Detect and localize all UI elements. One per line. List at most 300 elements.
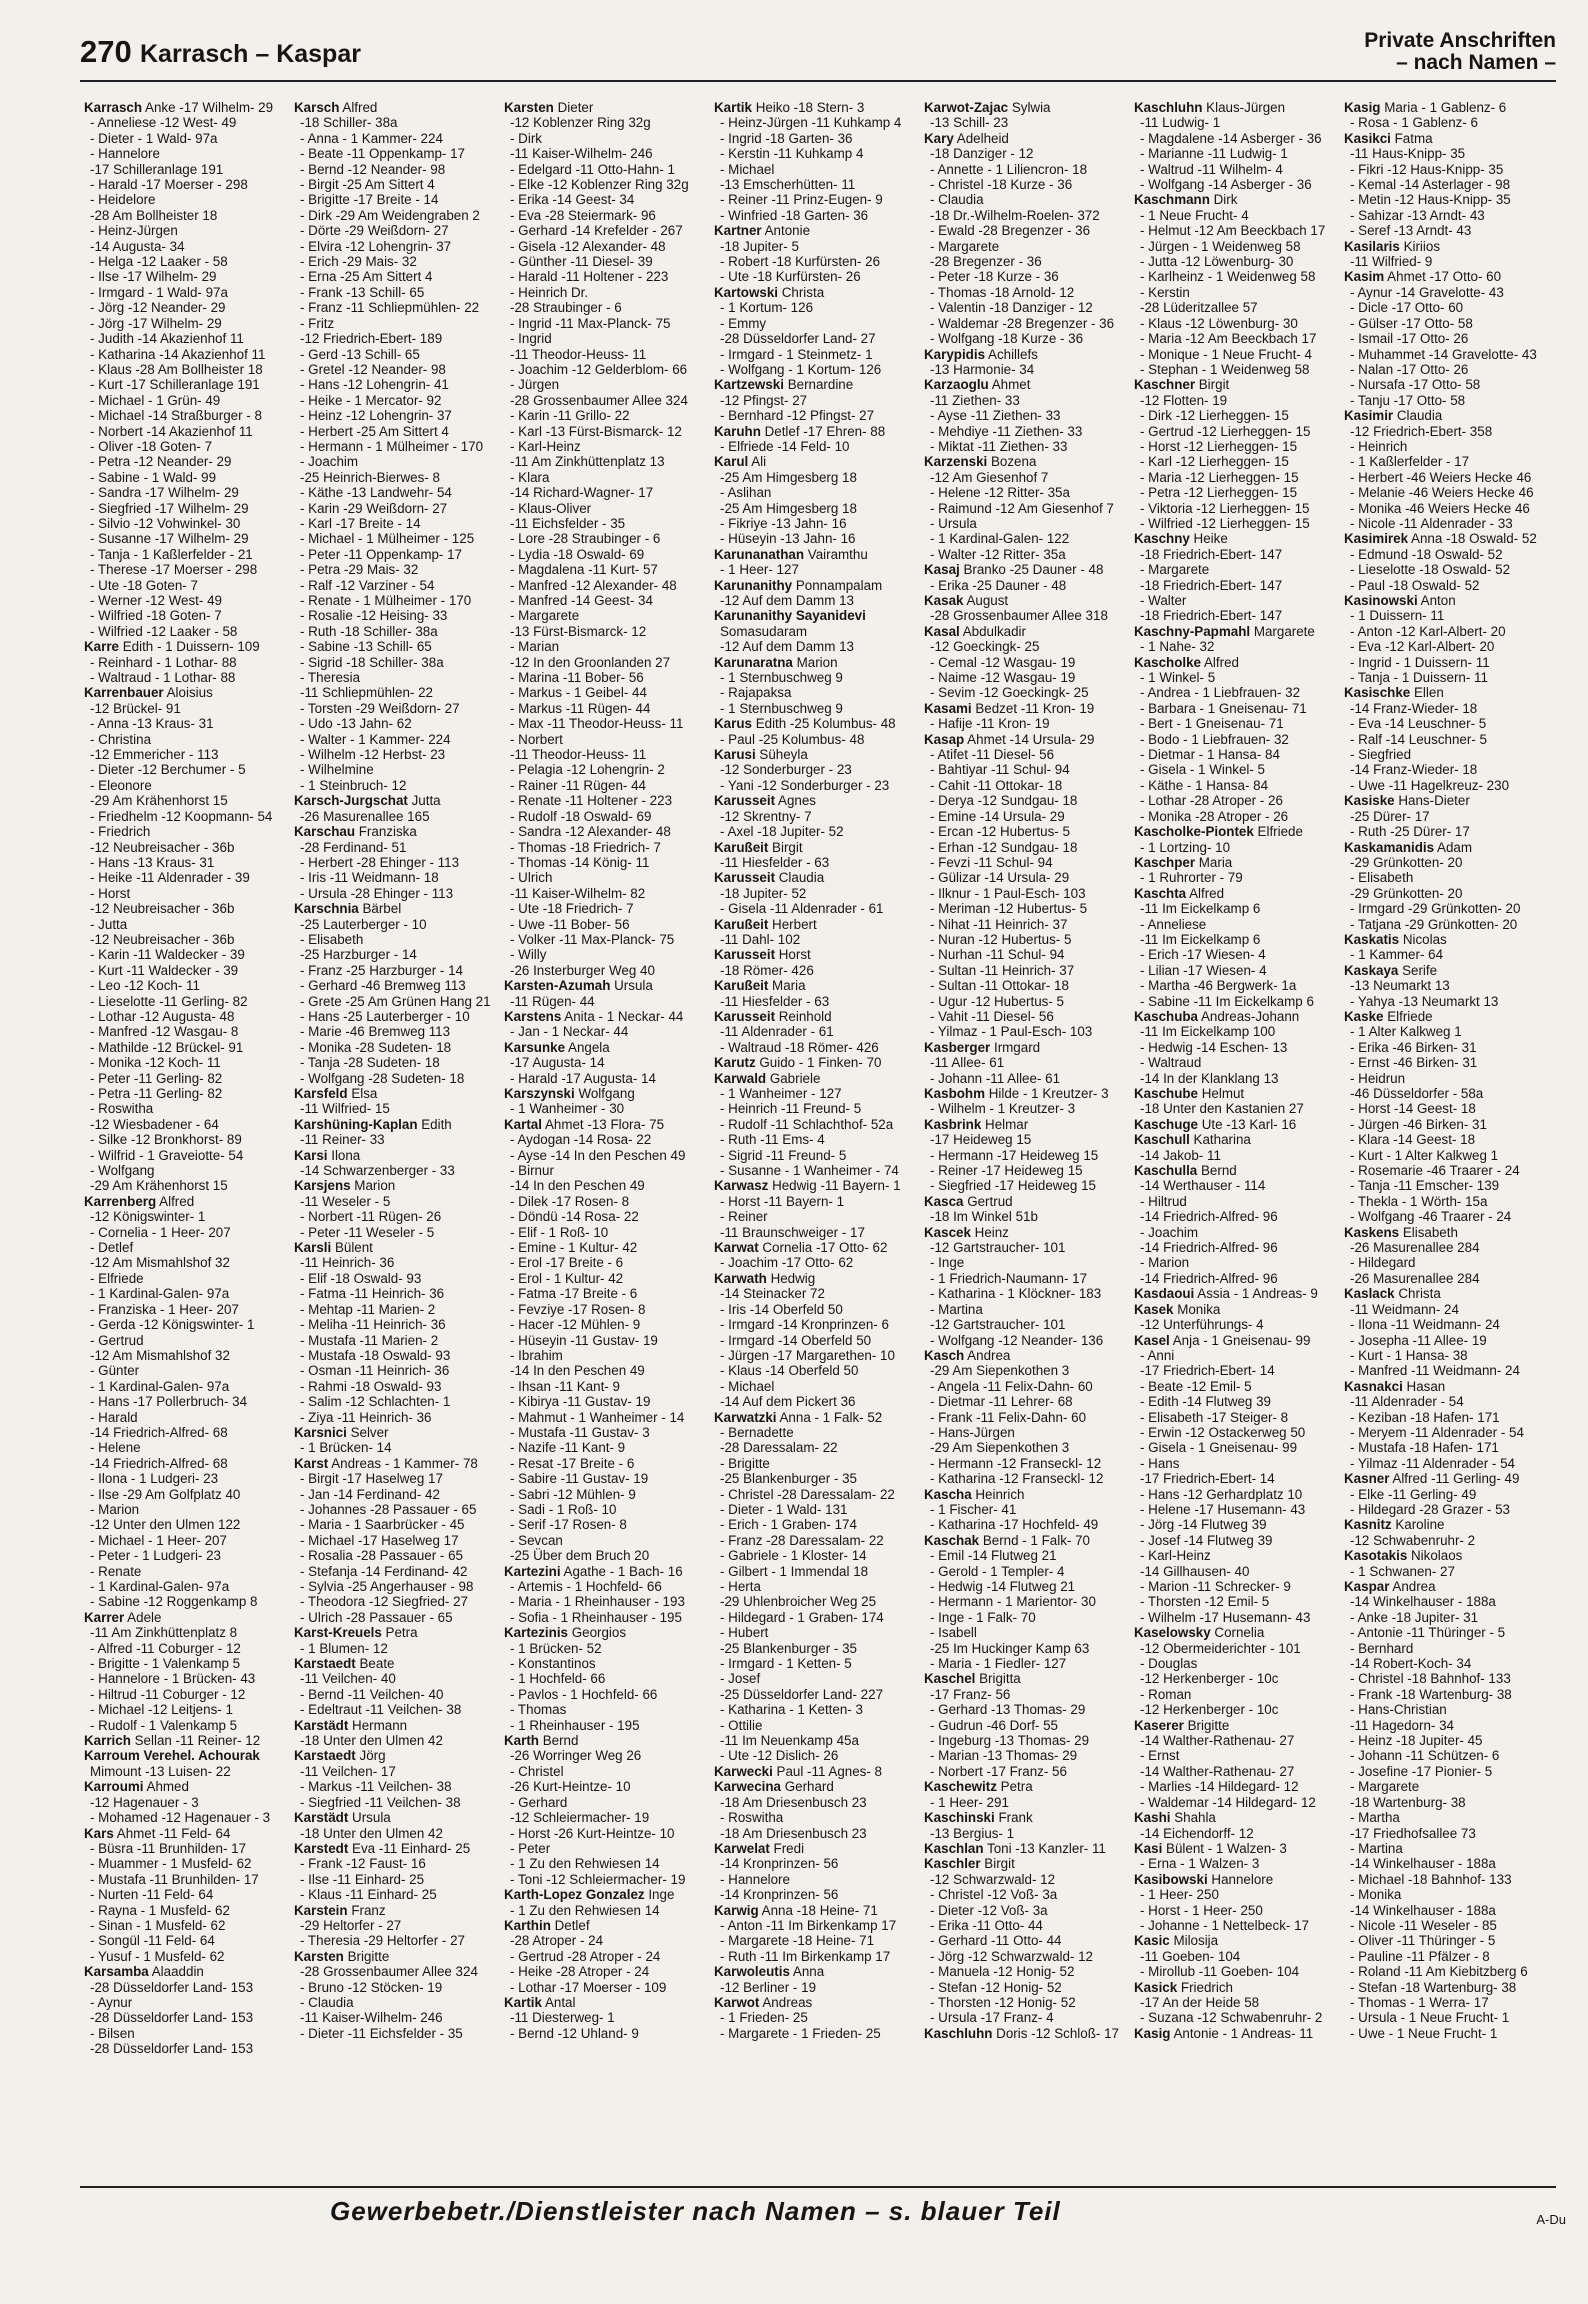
entry-detail: Herbert (768, 916, 817, 932)
entry-detail: Claudia (1393, 408, 1443, 424)
listing-line: - Ursula -17 Franz- 4 (930, 2010, 1054, 2026)
surname-entry (924, 131, 1124, 146)
entry-detail: Heiko -18 Stern- 3 (751, 100, 865, 115)
listing-line: -14 Friedrich-Alfred- 68 (90, 1455, 228, 1471)
listing-line: - Emine -14 Ursula- 29 (930, 808, 1065, 824)
surname: Kartezini (504, 1563, 561, 1579)
listing-line: -11 Eichsfelder - 35 (510, 515, 626, 531)
entry-detail: Birgit (1195, 377, 1230, 393)
entry-detail: Detlef -17 Ehren- 88 (760, 423, 886, 439)
listing-line: - Lieselotte -11 Gerling- 82 (90, 993, 248, 1009)
surname: Kasimir (1344, 408, 1394, 424)
listing-line: -12 Am Giesenhof 7 (930, 469, 1049, 485)
listing-line: -12 Pfingst- 27 (720, 392, 808, 408)
listing-line: - Wolfgang -18 Kurze - 36 (930, 331, 1084, 347)
surname-entry (294, 824, 494, 839)
listing-line: - Reinhard - 1 Lothar- 88 (90, 654, 237, 670)
listing-line: - Heidelore (90, 192, 156, 208)
listing-line: - Jürgen -17 Margarethen- 10 (720, 1347, 895, 1363)
listing-line: - Harald -17 Moerser - 298 (90, 177, 248, 193)
directory-column (1344, 100, 1544, 2170)
listing-line: - Jan - 1 Neckar- 44 (510, 1024, 629, 1040)
listing-line: - Erhan -12 Sundgau- 18 (930, 839, 1078, 855)
listing-line: - Yahya -13 Neumarkt 13 (1350, 993, 1499, 1009)
listing-line: -11 Im Eickelkamp 6 (1140, 931, 1261, 947)
surname: Karwatzki (714, 1409, 777, 1425)
listing-line: - Käthe - 1 Hansa- 84 (1140, 777, 1269, 793)
entry-detail: Christa (778, 284, 825, 300)
listing-line: - Reiner -11 Prinz-Eugen- 9 (720, 192, 883, 208)
entry-detail: Fatma (1390, 130, 1433, 146)
listing-line: - Uwe -11 Bober- 56 (510, 916, 630, 932)
entry-detail: Dieter (553, 100, 594, 115)
surname-entry (294, 1456, 494, 1471)
surname-entry (1134, 1086, 1334, 1101)
listing-line: - Margarete -18 Heine- 71 (720, 1933, 875, 1949)
surname: Karsfeld (294, 1086, 348, 1101)
listing-line: -46 Düsseldorfer - 58a (1350, 1086, 1484, 1101)
listing-line: - Ute -18 Goten- 7 (90, 577, 198, 593)
listing-line: - Tanja - 1 Kaßlerfelder - 21 (90, 546, 253, 562)
listing-line: - Hans -13 Kraus- 31 (90, 854, 215, 870)
listing-line: - Michael (720, 161, 775, 177)
listing-line: - Nihat -11 Heinrich- 37 (930, 916, 1068, 932)
listing-line: - 1 Lortzing- 10 (1140, 839, 1231, 855)
listing-line: - Horst -11 Bayern- 1 (720, 1193, 845, 1209)
listing-line: - 1 Nahe- 32 (1140, 639, 1215, 655)
listing-line: - Miktat -11 Ziethen- 33 (930, 438, 1068, 454)
entry-detail: Alfred -11 Gerling- 49 (1389, 1471, 1520, 1487)
listing-line: - Alfred -11 Coburger - 12 (90, 1640, 241, 1656)
surname-entry (1344, 932, 1544, 947)
listing-line: - Irmgard -14 Oberfeld 50 (720, 1332, 872, 1348)
surname-entry (84, 1748, 284, 1763)
surname-entry (924, 701, 1124, 716)
entry-detail: Bülent - 1 Walzen- 3 (1162, 1840, 1287, 1856)
listing-line: - Roland -11 Am Kiebitzberg 6 (1350, 1964, 1528, 1980)
listing-line: - Nurten -11 Feld- 64 (90, 1887, 214, 1903)
listing-line: -25 Düsseldorfer Land- 227 (720, 1686, 884, 1702)
listing-line: -12 Flotten- 19 (1140, 392, 1228, 408)
surname-entry (294, 100, 494, 115)
listing-line: -14 In den Peschen 49 (510, 1363, 645, 1379)
listing-line: -12 Auf dem Damm 13 (720, 593, 854, 608)
surname: Kaschny (1134, 531, 1190, 547)
listing-line: - Birnur (510, 1163, 554, 1179)
listing-line: -14 Friedrich-Alfred- 96 (1140, 1209, 1278, 1225)
listing-line: - Anneliese -12 West- 49 (90, 115, 237, 131)
listing-line: - 1 Kardinal-Galen- 97a (90, 1378, 230, 1394)
listing-line: -17 Franz- 56 (930, 1686, 1011, 1702)
listing-line: - Ilse -29 Am Golfplatz 40 (90, 1486, 241, 1502)
surname-entry (924, 2026, 1124, 2041)
surname-entry (924, 624, 1124, 639)
surname-entry (714, 285, 914, 300)
surname: Karwecina (714, 1779, 781, 1795)
listing-line: - Heidrun (1350, 1070, 1406, 1086)
listing-line: - Nuran -12 Hubertus- 5 (930, 931, 1072, 947)
listing-line: - Wolfgang (90, 1163, 155, 1179)
surname: Kaschube (1134, 1086, 1198, 1101)
surname: Karth-Lopez Gonzalez (504, 1887, 645, 1903)
surname: Karre (84, 639, 119, 655)
entry-detail: Andreas-Johann (1198, 1008, 1300, 1024)
directory-column (504, 100, 704, 2170)
listing-line: -11 Weidmann- 24 (1350, 1301, 1459, 1317)
listing-line: - Joachim -17 Otto- 62 (720, 1255, 854, 1271)
listing-line: - Irmgard - 1 Steinmetz- 1 (720, 346, 873, 362)
surname: Kasdaoui (1134, 1286, 1195, 1302)
entry-detail: Fredi (769, 1840, 805, 1856)
listing-line: - Peter (510, 1840, 551, 1856)
surname-entry (1344, 408, 1544, 423)
listing-line: -14 Kronprinzen- 56 (720, 1887, 839, 1903)
listing-line: - Lothar -12 Augusta- 48 (90, 1008, 235, 1024)
listing-line: - Petra -29 Mais- 32 (300, 562, 419, 578)
listing-line: - Katharina -12 Franseckl- 12 (930, 1471, 1104, 1487)
listing-line: -26 Masurenallee 165 (300, 808, 430, 824)
listing-line: - Kemal -14 Asterlager - 98 (1350, 177, 1511, 193)
listing-line: - Rudolf -18 Oswald- 69 (510, 808, 652, 824)
surname-entry (924, 1779, 1124, 1794)
listing-line: -12 Koblenzer Ring 32g (510, 115, 651, 131)
listing-line: - Toni -12 Schleiermacher- 19 (510, 1871, 686, 1887)
listing-line: - Tanja - 1 Duissern- 11 (1350, 670, 1488, 686)
listing-line: - Mirollub -11 Goeben- 104 (1140, 1964, 1300, 1980)
listing-line: -12 Goeckingk- 25 (930, 639, 1040, 655)
listing-line: - Ursula - 1 Neue Frucht- 1 (1350, 2010, 1510, 2026)
listing-line: - Irmgard -29 Grünkotten- 20 (1350, 901, 1521, 917)
listing-line: - Hüseyin -11 Gustav- 19 (510, 1332, 658, 1348)
listing-line: -11 Kaiser-Wilhelm- 246 (300, 2010, 443, 2026)
entry-detail: Maria - 1 Gablenz- 6 (1380, 100, 1507, 115)
listing-line: - Joachim (300, 454, 359, 470)
entry-detail: Adelheid (953, 130, 1009, 146)
entry-detail: Aloisius (163, 685, 213, 701)
surname-entry (1134, 1117, 1334, 1132)
surname-entry (294, 1086, 494, 1101)
listing-line: - Helene -12 Ritter- 35a (930, 485, 1070, 501)
surname: Karwot (714, 1994, 760, 2010)
listing-line: - Wilhelm - 1 Kreutzer- 3 (930, 1101, 1076, 1117)
listing-line: - Karl-Heinz (1140, 1548, 1211, 1564)
surname: Karsten (504, 100, 554, 115)
listing-line: - Robert -18 Kurfürsten- 26 (720, 254, 881, 270)
listing-line: -28 Straubinger - 6 (510, 300, 622, 316)
listing-line: - Karlheinz - 1 Weidenweg 58 (1140, 269, 1316, 285)
surname: Kasaj (924, 562, 960, 578)
listing-line: - Nicole -11 Aldenrader - 33 (1350, 515, 1513, 531)
surname-entry (1134, 377, 1334, 392)
entry-detail: Ahmet -14 Ursula- 29 (964, 731, 1095, 747)
listing-line: - Gerhard -14 Krefelder - 267 (510, 223, 683, 239)
surname: Karwald (714, 1070, 767, 1086)
listing-line: - Pauline -11 Pfälzer - 8 (1350, 1948, 1490, 1964)
surname: Kaskaya (1344, 962, 1399, 978)
surname: Karth (504, 1733, 539, 1749)
surname-entry (924, 593, 1124, 608)
entry-detail: Frank (994, 1810, 1033, 1826)
listing-line: -11 Wilfried- 15 (300, 1101, 390, 1117)
listing-line: - Walter (1140, 593, 1187, 608)
surname: Karwat (714, 1240, 759, 1256)
surname-entry (1134, 1933, 1334, 1948)
entry-detail: Marion (350, 1178, 396, 1194)
surname: Kaskens (1344, 1224, 1400, 1240)
listing-line: - Fikriye -13 Jahn- 16 (720, 515, 847, 531)
listing-line: - Erich - 1 Graben- 174 (720, 1517, 857, 1533)
listing-line: - Hiltrud -11 Coburger - 12 (90, 1686, 246, 1702)
surname-entry (1134, 100, 1334, 115)
listing-line: -11 Kaiser-Wilhelm- 82 (510, 885, 646, 901)
entry-detail: Angela (565, 1039, 610, 1055)
surname: Kasel (1134, 1332, 1170, 1348)
listing-line: - Dirk -29 Am Weidengraben 2 (300, 207, 480, 223)
surname-entry (714, 793, 914, 808)
entry-detail: Andreas - 1 Kammer- 78 (328, 1455, 478, 1471)
entry-detail: Anna - 1 Falk- 52 (776, 1409, 883, 1425)
listing-line: -18 Jupiter- 5 (720, 238, 799, 254)
listing-line: -12 Auf dem Damm 13 (720, 639, 854, 655)
listing-line: - Anna -13 Kraus- 31 (90, 716, 214, 732)
listing-line: - Nazife -11 Kant- 9 (510, 1440, 626, 1456)
entry-detail: Bärbel (358, 901, 402, 917)
entry-detail: Alaaddin (148, 1964, 204, 1980)
listing-line: -12 Wiesbadener - 64 (90, 1116, 219, 1132)
listing-line: - Kurt - 1 Alter Kalkweg 1 (1350, 1147, 1499, 1163)
listing-line: - Monika -12 Koch- 11 (90, 1055, 221, 1071)
entry-detail: Bernd (1197, 1163, 1237, 1179)
surname: Karunaratna (714, 654, 793, 670)
entry-detail: Christa (1394, 1286, 1441, 1302)
listing-line: - Wolfgang -12 Neander- 136 (930, 1332, 1104, 1348)
surname-entry (504, 1086, 704, 1101)
page-header (80, 28, 1556, 80)
surname-entry (504, 1625, 704, 1640)
listing-line: - Dieter -11 Eichsfelder - 35 (300, 2025, 463, 2041)
listing-line: - Peter -11 Weseler - 5 (300, 1224, 435, 1240)
listing-line: -12 Gartstraucher- 101 (930, 1240, 1066, 1256)
listing-line: - Harald -11 Holtener - 223 (510, 269, 669, 285)
entry-detail: Katharina (1189, 1132, 1251, 1148)
surname-entry (504, 1009, 704, 1024)
surname: Kartik (714, 100, 752, 115)
listing-line: - Friedrich (90, 824, 151, 840)
entry-detail: Elsa (347, 1086, 378, 1101)
listing-line: - Petra -12 Lierheggen- 15 (1140, 485, 1298, 501)
listing-line: - Klaus -14 Oberfeld 50 (720, 1363, 859, 1379)
listing-line: - Ilse -11 Einhard- 25 (300, 1871, 425, 1887)
listing-line: - Sigrid -11 Freund- 5 (720, 1147, 847, 1163)
surname: Kaschny-Papmahl (1134, 623, 1251, 639)
listing-line: - Fritz (300, 315, 335, 331)
listing-line: - Meriman -12 Hubertus- 5 (930, 901, 1088, 917)
listing-line: -14 Robert-Koch- 34 (1350, 1656, 1472, 1672)
listing-line: - Katharina -14 Akazienhof 11 (90, 346, 266, 362)
listing-line: - Lilian -17 Wiesen- 4 (1140, 962, 1267, 978)
surname-entry (1344, 685, 1544, 700)
listing-line: -28 Daressalam- 22 (720, 1440, 838, 1456)
entry-detail: Ute -13 Karl- 16 (1198, 1116, 1297, 1132)
listing-line: - Max -11 Theodor-Heuss- 11 (510, 716, 684, 732)
surname: Kascholke-Piontek (1134, 824, 1254, 840)
listing-line: - Stefan -18 Wartenburg- 38 (1350, 1979, 1517, 1995)
surname-entry (924, 732, 1124, 747)
listing-line: - Peter -18 Kurze - 36 (930, 269, 1059, 285)
listing-line: - Claudia (300, 1994, 354, 2010)
listing-line: - 1 Sternbuschweg 9 (720, 700, 843, 716)
listing-line: - Vahit -11 Diesel- 56 (930, 1008, 1054, 1024)
listing-line: - Angela -11 Felix-Dahn- 60 (930, 1378, 1093, 1394)
entry-detail: Doris -12 Schloß- 17 (992, 2025, 1119, 2041)
surname-entry (714, 1764, 914, 1779)
listing-line: - Konstantinos (510, 1656, 596, 1672)
listing-line: - Nursafa -17 Otto- 58 (1350, 377, 1481, 393)
listing-line: -14 Friedrich-Alfred- 96 (1140, 1240, 1278, 1256)
listing-line: - Bert - 1 Gneisenau- 71 (1140, 716, 1284, 732)
listing-line: - Horst (90, 885, 131, 901)
listing-line: -28 Düsseldorfer Land- 27 (720, 331, 876, 347)
surname: Karusseit (714, 947, 776, 963)
listing-line: - Renate (90, 1563, 142, 1579)
listing-line: -18 Im Winkel 51b (930, 1209, 1038, 1225)
surname: Kaschak (924, 1532, 980, 1548)
entry-detail: Jutta (407, 793, 441, 809)
listing-line: - Bilsen (90, 2025, 135, 2041)
entry-detail: Shahla (1170, 1810, 1216, 1826)
entry-detail: Irmgard (990, 1039, 1041, 1055)
listing-line: - Hafije -11 Kron- 19 (930, 716, 1050, 732)
listing-line: - Bernd -11 Veilchen- 40 (300, 1686, 444, 1702)
entry-detail: Anna -18 Heine- 71 (758, 1902, 878, 1918)
listing-line: -14 Winkelhauser - 188a (1350, 1856, 1496, 1872)
listing-line: - 1 Fischer- 41 (930, 1501, 1017, 1517)
listing-line: - Anna - 1 Kammer- 224 (300, 130, 443, 146)
listing-line: - Aynur -14 Gravelotte- 43 (1350, 284, 1504, 300)
listing-line: - Gerhard (510, 1794, 568, 1810)
listing-line: - Roswitha (90, 1101, 154, 1117)
listing-line: -25 Blankenburger - 35 (720, 1640, 857, 1656)
listing-line: - Hubert (720, 1625, 769, 1641)
directory-column (84, 100, 284, 2170)
surname: Kasinowski (1344, 593, 1418, 608)
listing-line: -12 In den Groonlanden 27 (510, 654, 671, 670)
entry-detail: Adele (124, 1609, 162, 1625)
listing-line: - Salim -12 Schlachten- 1 (300, 1394, 451, 1410)
listing-line: - Hans -17 Pollerbruch- 34 (90, 1394, 248, 1410)
listing-line: -14 Eichendorff- 12 (1140, 1825, 1254, 1841)
listing-line: - Ilona - 1 Ludgeri- 23 (90, 1471, 219, 1487)
listing-line: - Ingrid -18 Garten- 36 (720, 130, 853, 146)
surname-entry (714, 454, 914, 469)
listing-line: - Ursula -28 Ehinger - 113 (300, 885, 454, 901)
entry-detail: Toni -13 Kanzler- 11 (983, 1840, 1106, 1856)
listing-line: - Reiner -17 Heideweg 15 (930, 1163, 1083, 1179)
listing-line: - 1 Kaßlerfelder - 17 (1350, 454, 1470, 470)
listing-line: - Sadi - 1 Roß- 10 (510, 1501, 617, 1517)
surname: Kasim (1344, 269, 1385, 285)
surname: Karunanithy Sayanidevi (714, 608, 866, 624)
listing-line: - 1 Zu den Rehwiesen 14 (510, 1902, 660, 1918)
surname: Karstedt (294, 1840, 349, 1856)
listing-line: - Erich -29 Mais- 32 (300, 254, 417, 270)
listing-line: - 1 Wanheimer - 127 (720, 1086, 842, 1101)
listing-line: - Hildegard (1350, 1255, 1416, 1271)
listing-line: -11 Rügen- 44 (510, 993, 595, 1009)
listing-line: -13 Emscherhütten- 11 (720, 177, 856, 193)
listing-line: - Mustafa -18 Hafen- 171 (1350, 1440, 1499, 1456)
listing-line: - Anton -12 Karl-Albert- 20 (1350, 623, 1506, 639)
surname-entry (714, 424, 914, 439)
listing-line: - Michael - 1 Grün- 49 (90, 392, 221, 408)
listing-line: - Ernst -46 Birken- 31 (1350, 1055, 1478, 1071)
entry-detail: Petra (996, 1779, 1033, 1795)
listing-line: -11 Braunschweiger - 17 (720, 1224, 865, 1240)
surname-entry (1134, 1333, 1334, 1348)
listing-line: - Jürgen (510, 377, 560, 393)
surname: Karunanathan (714, 546, 805, 562)
listing-line: - 1 Kammer- 64 (1350, 947, 1444, 963)
listing-line: - Eva -12 Karl-Albert- 20 (1350, 639, 1495, 655)
listing-line: - Ralf -14 Leuschner- 5 (1350, 731, 1487, 747)
listing-line: - Dirk -12 Lierheggen- 15 (1140, 408, 1289, 424)
listing-line: - Sigrid -18 Schiller- 38a (300, 654, 444, 670)
listing-line: - Heinrich Dr. (510, 284, 589, 300)
listing-line: - Paul -18 Oswald- 52 (1350, 577, 1480, 593)
entry-detail: Hans-Dieter (1394, 793, 1470, 809)
listing-line: - Mustafa -11 Gustav- 3 (510, 1424, 650, 1440)
surname: Kasick (1134, 1979, 1178, 1995)
listing-line: -14 Jakob- 11 (1140, 1147, 1221, 1163)
listing-line: -18 Friedrich-Ebert- 147 (1140, 577, 1283, 593)
listing-line: -11 Am Zinkhüttenplatz 13 (510, 454, 665, 470)
listing-line: - Birgit -17 Haselweg 17 (300, 1471, 443, 1487)
listing-line: -28 Lüderitzallee 57 (1140, 300, 1258, 316)
listing-line: - Iris -11 Weidmann- 18 (300, 870, 439, 886)
listing-line: - Wilfried -18 Goten- 7 (90, 608, 222, 624)
surname: Karrer (84, 1609, 125, 1625)
listing-line: - Rudolf - 1 Valenkamp 5 (90, 1717, 238, 1733)
listing-line: - Elke -11 Gerling- 49 (1350, 1486, 1477, 1502)
surname: Kaschinski (924, 1810, 995, 1826)
surname: Karsten (294, 1948, 344, 1964)
surname: Kaserer (1134, 1717, 1184, 1733)
listing-line: -18 Am Driesenbusch 23 (720, 1825, 867, 1841)
surname: Karrich (84, 1733, 131, 1749)
listing-line: - Ayse -11 Ziethen- 33 (930, 408, 1061, 424)
listing-line: - Artemis - 1 Hochfeld- 66 (510, 1579, 662, 1594)
listing-line: - Jörg -17 Wilhelm- 29 (90, 315, 222, 331)
listing-line: - Elke -12 Koblenzer Ring 32g (510, 177, 689, 193)
surname: Karrasch (84, 100, 143, 115)
listing-line: - Irmgard - 1 Ketten- 5 (720, 1656, 852, 1672)
listing-line: - Ute -12 Dislich- 26 (720, 1748, 839, 1764)
listing-line: - Klaus -28 Am Bollheister 18 (90, 361, 263, 377)
listing-line: - Valentin -18 Danziger - 12 (930, 300, 1093, 316)
entry-detail: Sellan -11 Reiner- 12 (130, 1733, 261, 1749)
listing-line: - Uwe - 1 Neue Frucht- 1 (1350, 2025, 1498, 2041)
surname: Kasnitz (1344, 1517, 1392, 1533)
surname-entry (924, 454, 1124, 469)
listing-line: -11 Ludwig- 1 (1140, 115, 1221, 131)
entry-detail: Ahmet -13 Flora- 75 (541, 1116, 665, 1132)
listing-line: - Thorsten -12 Emil- 5 (1140, 1594, 1270, 1610)
surname-entry (1134, 886, 1334, 901)
listing-line: - Helga -12 Laaker - 58 (90, 254, 228, 270)
listing-line: -11 Goeben- 104 (1140, 1948, 1241, 1964)
surname: Karusseit (714, 793, 776, 809)
entry-detail: Alfred (156, 1193, 195, 1209)
